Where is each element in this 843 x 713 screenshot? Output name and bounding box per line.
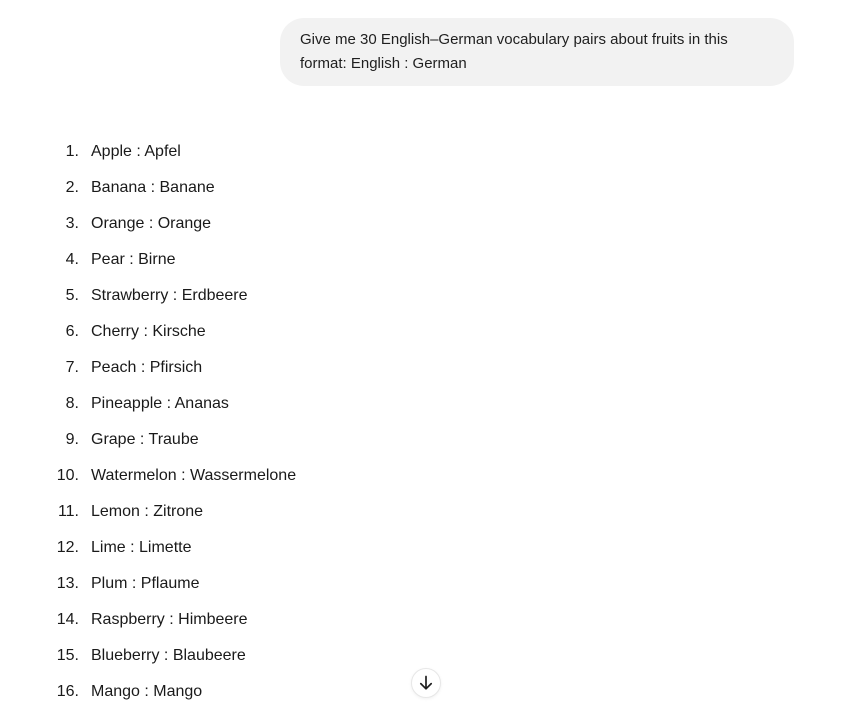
list-item [53, 134, 296, 170]
list-item-number: 1. [65, 143, 79, 160]
list-item-number: 3. [65, 215, 79, 232]
list-item-text: Banana : Banane [91, 179, 215, 196]
list-item-text: Lemon : Zitrone [91, 503, 204, 520]
list-item [53, 206, 296, 242]
arrow-down-icon [418, 675, 434, 691]
list-item [53, 386, 296, 422]
list-item [53, 278, 296, 314]
list-item-text: Strawberry : Erdbeere [91, 287, 248, 304]
list-item-text: Orange : Orange [91, 215, 212, 232]
list-item-text: Pear : Birne [91, 251, 176, 268]
list-item [53, 422, 296, 458]
list-item-text: Peach : Pfirsich [91, 359, 203, 376]
list-item [53, 566, 296, 602]
list-item-text: Pineapple : Ananas [91, 395, 229, 412]
list-item [53, 602, 296, 638]
list-item [53, 314, 296, 350]
list-item [53, 674, 296, 710]
list-item-number: 5. [65, 287, 79, 304]
list-item-number: 7. [65, 359, 79, 376]
list-item [53, 350, 296, 386]
list-item-text: Watermelon : Wassermelone [91, 467, 297, 484]
user-message-bubble [280, 18, 794, 86]
list-item-text: Cherry : Kirsche [91, 323, 206, 340]
list-item-number: 8. [65, 395, 79, 412]
list-item-number: 14. [56, 611, 79, 628]
list-item-number: 4. [65, 251, 79, 268]
list-item [53, 458, 296, 494]
list-item-text: Mango : Mango [91, 683, 203, 700]
list-item-number: 15. [56, 647, 79, 664]
list-item-number: 6. [65, 323, 79, 340]
list-item [53, 242, 296, 278]
list-item [53, 170, 296, 206]
list-item-text: Lime : Limette [91, 539, 192, 556]
list-item-text: Plum : Pflaume [91, 575, 200, 592]
list-item [53, 530, 296, 566]
scroll-to-bottom-button[interactable] [411, 668, 441, 698]
list-item-text: Grape : Traube [91, 431, 199, 448]
list-item [53, 638, 296, 674]
list-item-number: 13. [56, 575, 79, 592]
list-item-number: 9. [65, 431, 79, 448]
list-item-number: 16. [56, 683, 79, 700]
list-item-number: 11. [57, 503, 79, 520]
list-item [53, 494, 296, 530]
list-item-number: 10. [56, 467, 79, 484]
list-item-text: Raspberry : Himbeere [91, 611, 248, 628]
list-item-number: 2. [65, 179, 79, 196]
user-message-text-line-1: Give me 30 English–German vocabulary pairs about fruits in this [300, 31, 728, 48]
list-item-text: Blueberry : Blaubeere [91, 647, 246, 664]
vocab-list [53, 134, 296, 710]
list-item-number: 12. [56, 539, 79, 556]
list-item-text: Apple : Apfel [91, 143, 181, 160]
user-message-text-line-2: format: English : German [300, 55, 467, 72]
